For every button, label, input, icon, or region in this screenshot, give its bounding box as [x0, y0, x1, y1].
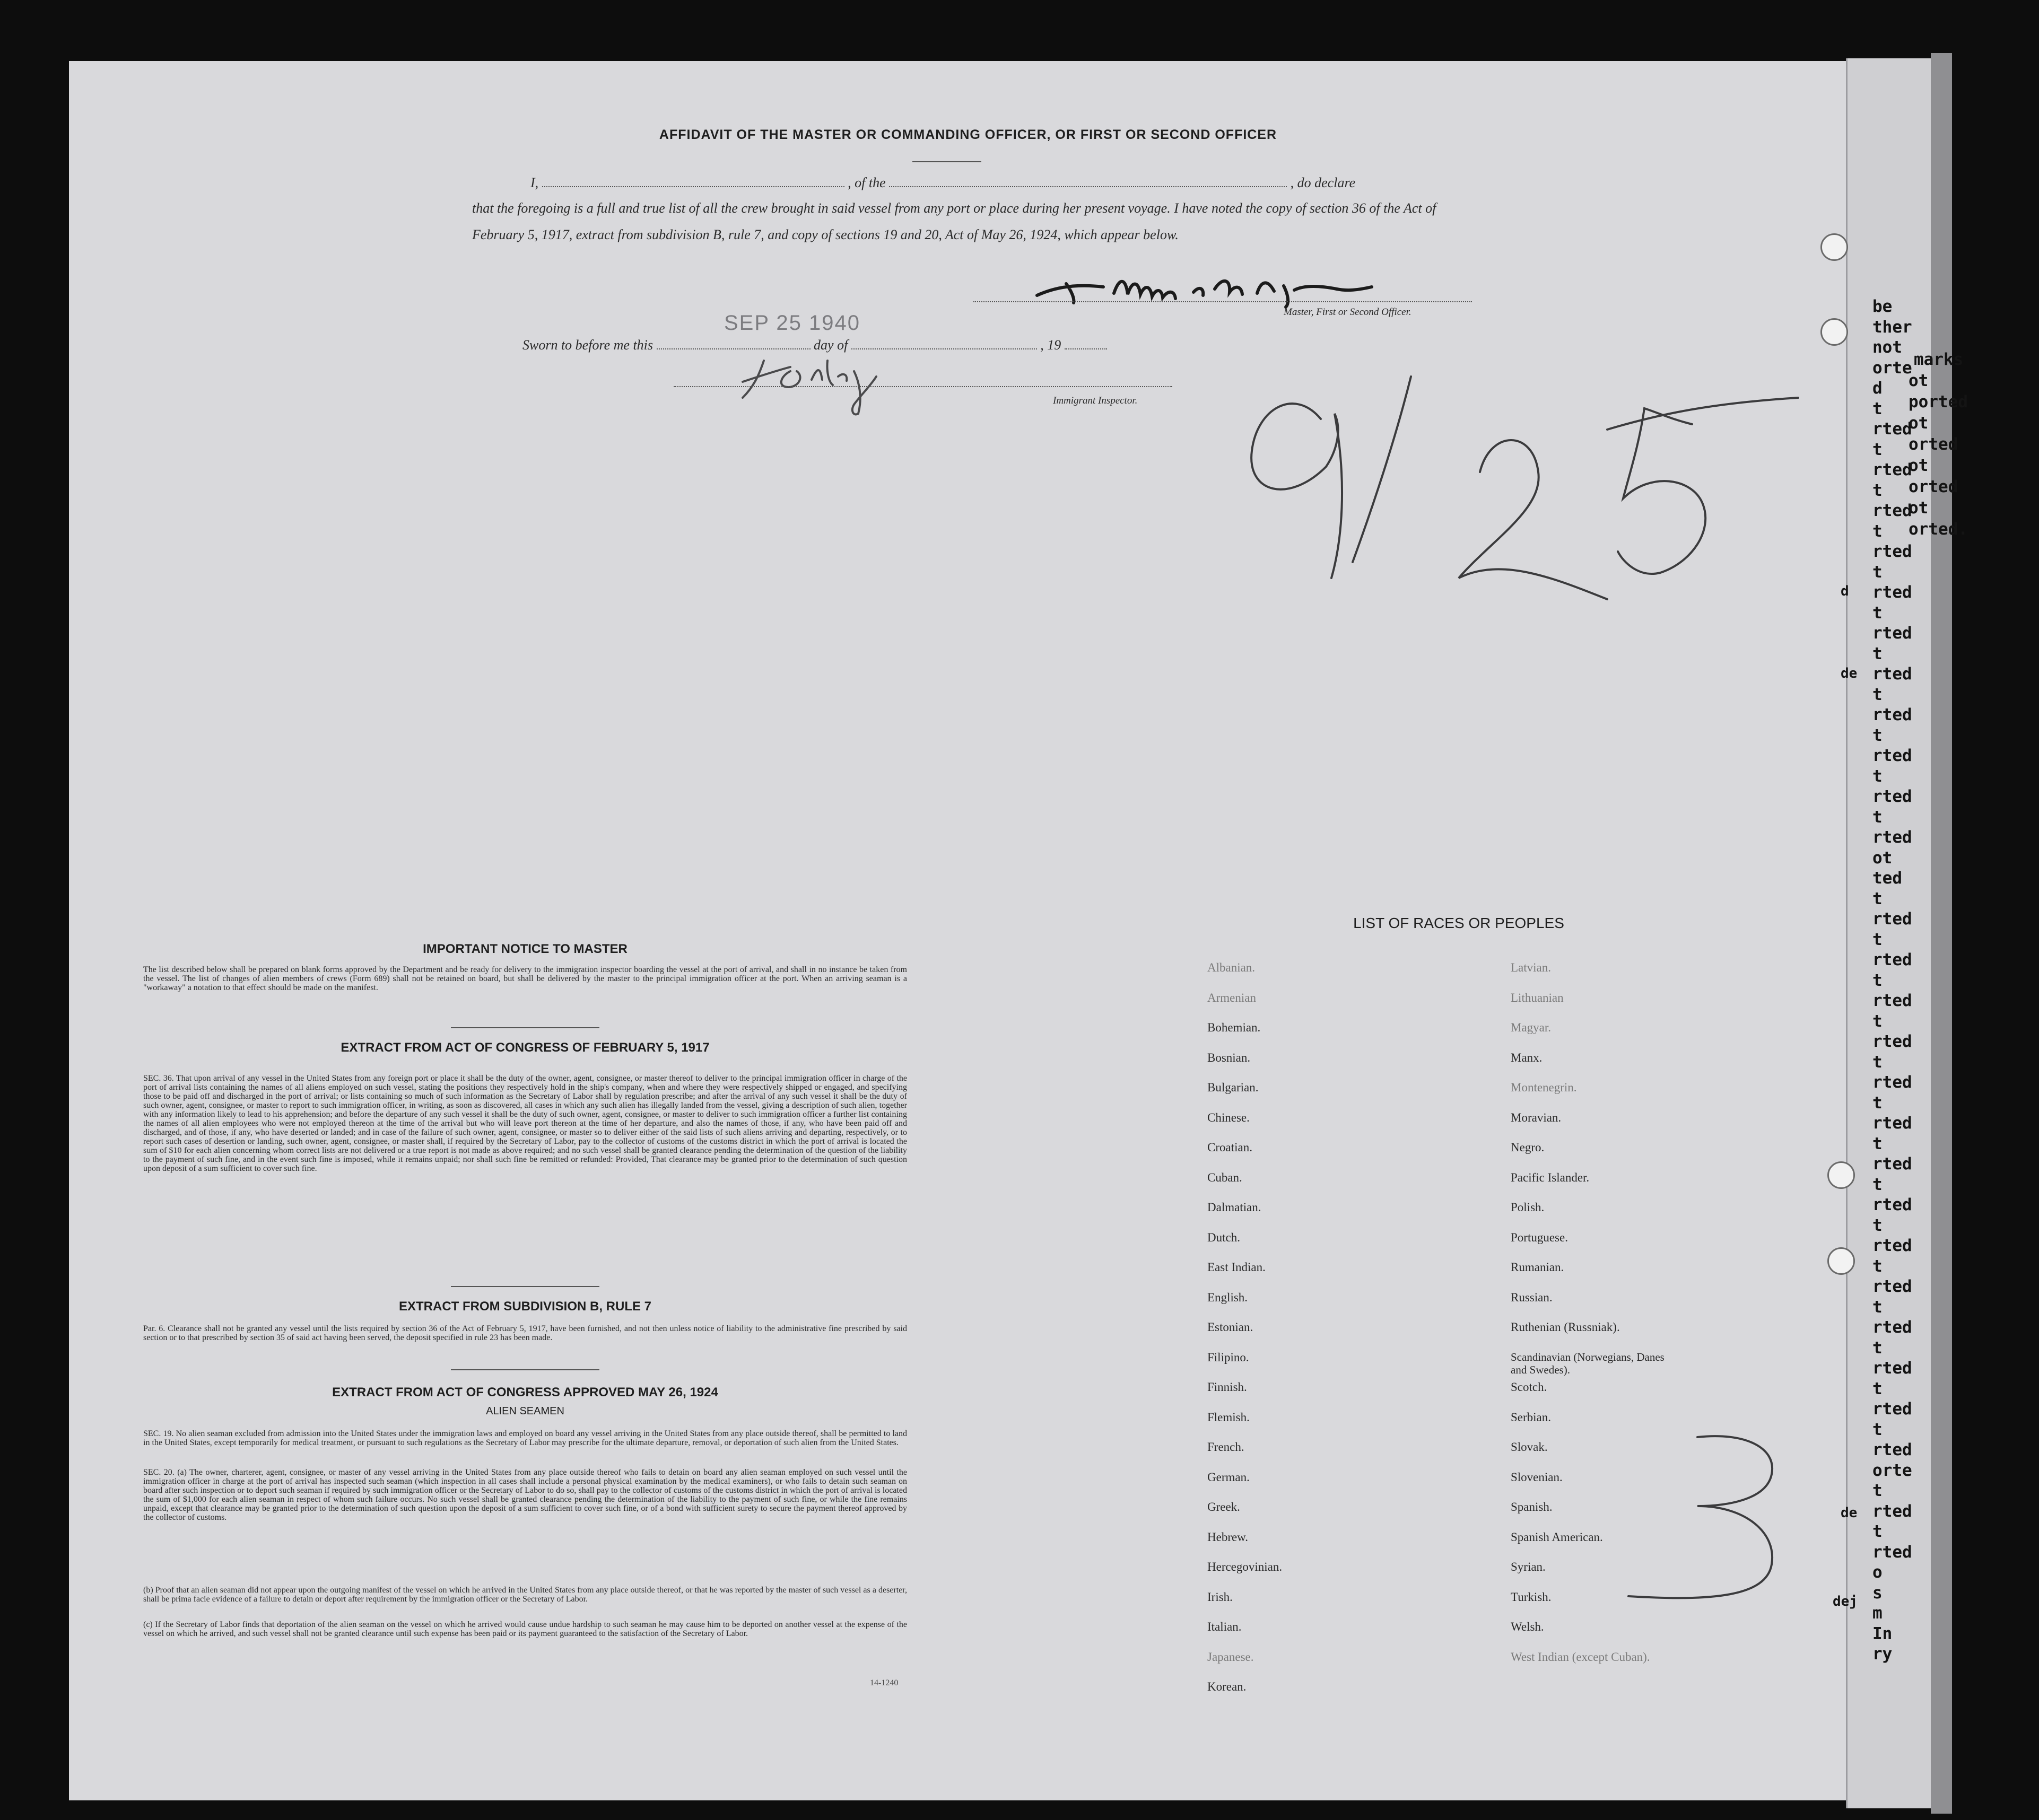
edge-fragment: rted: [1872, 1195, 1912, 1214]
punch-hole: [1820, 233, 1848, 261]
edge-fragment: rted: [1872, 1154, 1912, 1174]
race-item: Cuban.: [1207, 1170, 1242, 1184]
race-item: Spanish.: [1511, 1500, 1553, 1513]
handwritten-date-mark: [1236, 366, 1809, 679]
sworn-prefix: Sworn to before me this: [522, 337, 653, 353]
edge-fragment: rted: [1872, 1542, 1912, 1562]
edge-fragment: rted: [1872, 542, 1912, 561]
edge-fragment: d: [1872, 379, 1883, 398]
edge-fragment: ther: [1872, 317, 1912, 337]
race-item: Hercegovinian.: [1207, 1560, 1283, 1573]
race-item: Greek.: [1207, 1500, 1240, 1513]
sworn-year-field[interactable]: [1065, 339, 1107, 349]
edge-fragment: t: [1872, 970, 1883, 990]
edge-fragment: de: [1841, 1505, 1858, 1521]
master-signature: [1034, 268, 1406, 310]
edge-fragment: t: [1872, 807, 1883, 827]
act1917-text: SEC. 36. That upon arrival of any vessel in the United States from any foreign port or place it shall be the duty of the owner, agent, consignee, or master thereof to deliver to the principal immigration officer in charge of the port of arrival lists containing the names of all aliens employed on such vessel, stating the positions they respectively hold in the ship's company, when and where they were respectively shipped or engaged, and specifying those to be paid off and discharged in the port of arrival; or lists containing so much of such information as the Secretary of Labor shall by regulation prescribe; and after the arrival of any such vessel it shall be the duty of such owner, agent, consignee, or master to report to such immigration officer, in writing, as soon as discovered, all cases in which any such alien has illegally landed from the vessel, giving a description of such alien, together with any information likely to lead to his apprehension; and before the departure of any such vessel it shall be the duty of such owner, agent, consignee, or master to deliver to such immigration officer a further list containing the names of all alien employees who were not employed thereon at the time of the arrival but who will leave port thereon at the time of her departure, and also the names of those, if any, who have been paid off and discharged, and of those, if any, who have deserted or landed; and in case of the failure of such owner, agent, consignee, or master so to deliver either of the said lists of such aliens arriving and departing, respectively, or to report such cases of desertion or landing, such owner, agent, consignee, or master shall, if required by the Secretary of Labor, pay to the collector of customs of the customs district in which the port of arrival is located the sum of $10 for each alien concerning whom correct lists are not delivered or a true report is not made as above required; and no such vessel shall be granted clearance pending the determination of the question of the liability to the payment of such fine, and in the event such fine is imposed, while it remains unpaid; nor shall such fine be remitted or refunded: Provided, That clearance may be granted prior to the determination of such question upon deposit of a sum sufficient to cover such fine.: [143, 1074, 907, 1173]
race-item: Estonian.: [1207, 1320, 1253, 1334]
race-item: Pacific Islander.: [1511, 1170, 1590, 1184]
race-item: Russian.: [1511, 1290, 1553, 1304]
race-item: Portuguese.: [1511, 1230, 1568, 1244]
edge-fragment: ported: [1909, 392, 1968, 412]
edge-fragment: rted: [1872, 746, 1912, 765]
declaration-i: I,: [530, 175, 539, 190]
edge-fragment: rted: [1872, 583, 1912, 602]
edge-fragment: rted: [1872, 1114, 1912, 1133]
inspector-label: Immigrant Inspector.: [1053, 395, 1138, 406]
race-item: Montenegrin.: [1511, 1081, 1577, 1094]
declaration-of: , of the: [848, 175, 886, 190]
race-item: Scotch.: [1511, 1380, 1547, 1394]
edge-fragment: rted: [1872, 460, 1912, 479]
sworn-day: day of: [814, 337, 848, 353]
edge-fragment: rted: [1872, 705, 1912, 724]
edge-fragment: t: [1872, 1052, 1883, 1072]
edge-fragment: rted: [1872, 501, 1912, 520]
race-item: Dutch.: [1207, 1230, 1240, 1244]
race-item: Slovak.: [1511, 1440, 1548, 1454]
race-item: Albanian.: [1207, 961, 1256, 974]
edge-fragment: t: [1872, 1134, 1883, 1153]
edge-fragment: ot: [1909, 414, 1929, 433]
edge-fragment: rted: [1872, 787, 1912, 806]
divider-1: [451, 1027, 599, 1028]
edge-fragment: rted: [1872, 1318, 1912, 1337]
edge-fragment: rted: [1872, 950, 1912, 969]
race-item: Turkish.: [1511, 1590, 1552, 1604]
race-item: Polish.: [1511, 1201, 1545, 1214]
edge-fragment: rted: [1872, 991, 1912, 1010]
sec20b-text: (b) Proof that an alien seaman did not appear upon the outgoing manifest of the vessel on which he arrived in the United States from any place outside thereof, or that he was reported by the master of such vessel as a deserter, shall be prima facie evidence of a failure to detain or deport after requirement by the immigration officer or the Secretary of Labor.: [143, 1586, 907, 1604]
punch-hole: [1827, 1247, 1855, 1275]
race-item: German.: [1207, 1470, 1250, 1484]
rule7-title: EXTRACT FROM SUBDIVISION B, RULE 7: [398, 1299, 652, 1314]
punch-hole: [1820, 318, 1848, 346]
edge-fragment: t: [1872, 1379, 1883, 1398]
race-item: Chinese.: [1207, 1110, 1250, 1124]
edge-fragment: t: [1872, 603, 1883, 623]
race-item: Negro.: [1511, 1141, 1545, 1154]
edge-fragment: d: [1841, 583, 1849, 599]
act1924-subtitle: ALIEN SEAMEN: [486, 1405, 564, 1417]
handwritten-count-mark: [1618, 1427, 1788, 1607]
race-item: Bohemian.: [1207, 1021, 1261, 1034]
race-item: Scandinavian (Norwegians, Danes and Swedes).: [1511, 1350, 1665, 1376]
edge-fragment: rted: [1872, 1359, 1912, 1378]
edge-fragment: not: [1872, 338, 1902, 357]
signature-line: [973, 301, 1472, 302]
edge-fragment: t: [1872, 562, 1883, 582]
edge-fragment: rted: [1872, 624, 1912, 643]
divider-2: [451, 1286, 599, 1287]
race-item: Italian.: [1207, 1620, 1242, 1633]
edge-fragment: rted: [1872, 1440, 1912, 1459]
edge-fragment: t: [1872, 1215, 1883, 1235]
declaration-declare: , do declare: [1290, 175, 1356, 190]
race-item: Slovenian.: [1511, 1470, 1563, 1484]
edge-fragment: t: [1872, 1338, 1883, 1358]
edge-fragment: t: [1872, 644, 1883, 663]
race-item: Spanish American.: [1511, 1530, 1603, 1544]
act1924-title: EXTRACT FROM ACT OF CONGRESS APPROVED MAY 26, 1924: [332, 1385, 718, 1399]
sworn-day-field[interactable]: [657, 339, 811, 349]
sworn-month-field[interactable]: [851, 339, 1037, 349]
edge-fragment: orted: [1909, 435, 1958, 454]
edge-fragment: orte: [1872, 1460, 1912, 1480]
name-field[interactable]: [542, 177, 844, 187]
race-item: Ruthenian (Russniak).: [1511, 1320, 1620, 1334]
divider-3: [451, 1369, 599, 1370]
notice-title: IMPORTANT NOTICE TO MASTER: [423, 942, 628, 956]
race-item: Bosnian.: [1207, 1051, 1251, 1064]
edge-fragment: o: [1872, 1563, 1883, 1582]
edge-fragment: t: [1872, 1522, 1883, 1541]
outer-page-edge: [1931, 53, 1952, 1814]
race-item: French.: [1207, 1440, 1244, 1454]
edge-fragment: t: [1872, 1256, 1883, 1276]
race-item: English.: [1207, 1290, 1248, 1304]
race-item: Syrian.: [1511, 1560, 1546, 1573]
race-item: Welsh.: [1511, 1620, 1544, 1633]
sec20c-text: (c) If the Secretary of Labor finds that deportation of the alien seaman on the vessel on which he arrived would cause undue hardship to such seaman he may cause him to be deported on another vessel at the expense of the vessel on which he arrived, and such vessel shall not be granted clearance until such expense has been paid or its payment guaranteed to the satisfaction of the Secretary of Labor.: [143, 1620, 907, 1638]
race-item: Lithuanian: [1511, 991, 1564, 1004]
edge-fragment: t: [1872, 1481, 1883, 1500]
declaration-body: that the foregoing is a full and true list of all the crew brought in said vessel from any port or place during her present voyage. I have noted the copy of section 36 of the Act of February 5, 1917, extract from subdivision B, rule 7, and copy of sections 19 and 20, Act of May 26, 1924, which appear below.: [472, 200, 1436, 242]
date-stamp: SEP 25 1940: [724, 311, 861, 335]
edge-fragment: t: [1872, 766, 1883, 786]
edge-fragment: ted: [1872, 869, 1902, 888]
edge-fragment: t: [1872, 930, 1883, 949]
inspector-signature: [732, 350, 934, 419]
race-item: Korean.: [1207, 1680, 1247, 1693]
race-item: Latvian.: [1511, 961, 1551, 974]
race-item: Moravian.: [1511, 1110, 1562, 1124]
edge-fragment: rted: [1872, 1501, 1912, 1521]
race-item: Manx.: [1511, 1051, 1543, 1064]
edge-fragment: ot: [1909, 498, 1929, 518]
edge-fragment: t: [1872, 399, 1883, 418]
race-item: Irish.: [1207, 1590, 1233, 1604]
edge-fragment: ot: [1909, 371, 1929, 390]
race-item: West Indian (except Cuban).: [1511, 1650, 1650, 1664]
edge-fragment: t: [1872, 889, 1883, 908]
edge-fragment: t: [1872, 1297, 1883, 1317]
race-item: Rumanian.: [1511, 1261, 1564, 1274]
edge-fragment: t: [1872, 440, 1883, 459]
edge-fragment: t: [1872, 1420, 1883, 1439]
edge-fragment: t: [1872, 521, 1883, 541]
edge-fragment: rted: [1872, 664, 1912, 684]
notice-text: The list described below shall be prepared on blank forms approved by the Department and be ready for delivery to the immigration inspector boarding the vessel at the port of arrival, and shall in no instance be taken from the vessel. The list of changes of alien members of crews (Form 689) shall not be retained on board, but shall be delivered by the master to the principal immigration officer at the port. When an arriving seaman is a "workaway" a notation to that effect should be made on the manifest.: [143, 965, 907, 992]
edge-fragment: rted: [1872, 1236, 1912, 1255]
edge-fragment: t: [1872, 1093, 1883, 1113]
race-item: Japanese.: [1207, 1650, 1254, 1664]
rule7-text: Par. 6. Clearance shall not be granted any vessel until the lists required by section 36 of the Act of February 5, 1917, have been furnished, and not then unless notice of liability to the administrative fine prescribed by said section or to that prescribed by section 35 of said act having been served, the deposit specified in rule 23 has been made.: [143, 1324, 907, 1342]
race-item: Armenian: [1207, 991, 1256, 1004]
vessel-field[interactable]: [889, 177, 1287, 187]
edge-fragment: marks: [1914, 350, 1964, 369]
edge-fragment: t: [1872, 1011, 1883, 1031]
edge-fragment: t: [1872, 480, 1883, 500]
race-item: Finnish.: [1207, 1380, 1247, 1394]
sworn-year: , 19: [1040, 337, 1061, 353]
edge-fragment: rted: [1872, 909, 1912, 929]
edge-fragment: t: [1872, 685, 1883, 704]
edge-fragment: be: [1872, 297, 1893, 316]
edge-fragment: de: [1841, 666, 1858, 681]
race-item: Serbian.: [1511, 1410, 1552, 1424]
act1917-title: EXTRACT FROM ACT OF CONGRESS OF FEBRUARY 5, 1917: [341, 1040, 710, 1055]
sec19-text: SEC. 19. No alien seaman excluded from admission into the United States under the immigration laws and employed on board any vessel arriving in the United States from any place outside thereof, shall be permitted to land in the United States, except temporarily for medical treatment, or pursuant to such regulations as the Secretary of Labor may prescribe for the ultimate departure, removal, or deportation of such alien from the United States.: [143, 1429, 907, 1447]
race-item: Bulgarian.: [1207, 1081, 1259, 1094]
race-item: Magyar.: [1511, 1021, 1552, 1034]
race-item: Filipino.: [1207, 1350, 1249, 1364]
signer-label: Master, First or Second Officer.: [1284, 307, 1411, 318]
edge-fragment: orted: [1909, 477, 1958, 496]
edge-fragment: t: [1872, 1175, 1883, 1194]
declaration-line: [530, 170, 1475, 196]
edge-fragment: m: [1872, 1604, 1883, 1623]
race-item: Croatian.: [1207, 1141, 1252, 1154]
affidavit-title: AFFIDAVIT OF THE MASTER OR COMMANDING OFFICER, OR FIRST OR SECOND OFFICER: [659, 127, 1277, 142]
edge-fragment: ot: [1872, 848, 1893, 868]
race-item: Hebrew.: [1207, 1530, 1249, 1544]
race-item: East Indian.: [1207, 1261, 1266, 1274]
edge-fragment: rted: [1872, 1073, 1912, 1092]
edge-fragment: ry: [1872, 1644, 1893, 1664]
edge-fragment: In: [1872, 1624, 1893, 1643]
edge-fragment: rted: [1872, 419, 1912, 439]
title-rule: [912, 161, 981, 162]
races-title: LIST OF RACES OR PEOPLES: [1353, 915, 1564, 931]
race-item: Dalmatian.: [1207, 1201, 1261, 1214]
inspector-line: [674, 386, 1172, 387]
edge-fragment: ot: [1909, 456, 1929, 475]
edge-fragment: rted: [1872, 828, 1912, 847]
edge-fragment: orted.: [1909, 520, 1968, 539]
race-item: Flemish.: [1207, 1410, 1250, 1424]
form-number: 14-1240: [870, 1678, 899, 1687]
edge-fragment: dej: [1833, 1594, 1858, 1609]
sec20a-text: SEC. 20. (a) The owner, charterer, agent, consignee, or master of any vessel arriving in the United States from any place outside thereof who fails to detain on board any alien seaman employed on such vessel until the immigration officer in charge at the port of arrival has inspected such seaman (which inspection in all cases shall include a personal physical examination by the medical examiners), or who fails to detain such seaman on board after such inspection or to deport such seaman if required by such immigration officer or the Secretary of Labor to do so, shall pay to the collector of customs of the customs district in which the port of arrival is located the sum of $1,000 for each alien seaman in respect of whom such failure occurs. No such vessel shall be granted clearance pending the determination of the liability to the payment of such fine, or while the fine remains unpaid, except that clearance may be granted prior to the determination of such question upon the deposit of a sum sufficient to cover such fine, or of a bond with sufficient surety to secure the payment thereof approved by the collector of customs.: [143, 1468, 907, 1522]
edge-fragment: rted: [1872, 1032, 1912, 1051]
punch-hole: [1827, 1161, 1855, 1189]
edge-fragment: rted: [1872, 1277, 1912, 1296]
edge-fragment: orte: [1872, 358, 1912, 378]
edge-fragment: s: [1872, 1583, 1883, 1603]
edge-fragment: t: [1872, 725, 1883, 745]
edge-fragment: rted: [1872, 1399, 1912, 1419]
